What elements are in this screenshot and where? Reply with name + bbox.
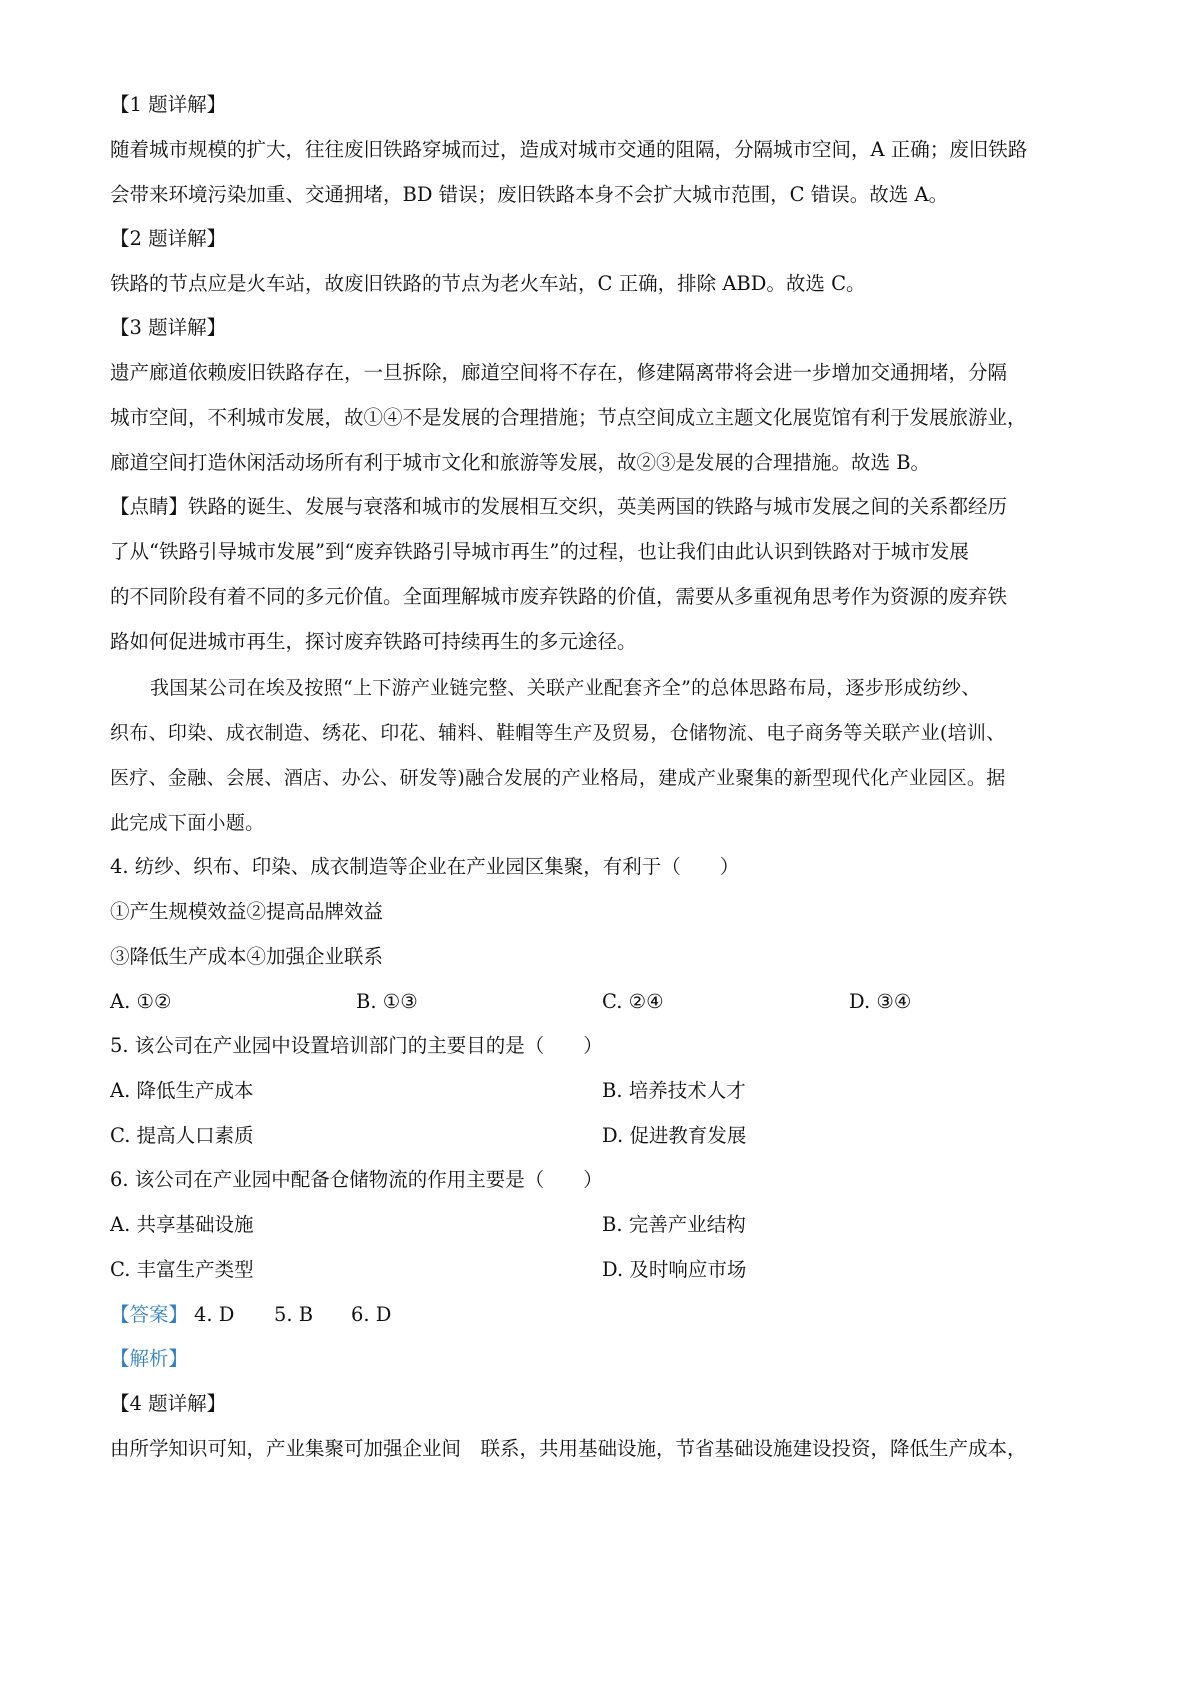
q3-detail-line: 城市空间，不利城市发展，故①④不是发展的合理措施；节点空间成立主题文化展览馆有利于发展旅游业， xyxy=(110,406,1027,429)
answer-label: 【答案】 xyxy=(110,1303,189,1326)
q6-option-b: B. 完善产业结构 xyxy=(602,1213,746,1236)
q3-detail-line: 廊道空间打造休闲活动场所有利于城市文化和旅游等发展，故②③是发展的合理措施。故选 B。 xyxy=(110,451,931,474)
q6-option-a: A. 共享基础设施 xyxy=(110,1213,254,1236)
analysis-label: 【解析】 xyxy=(110,1347,189,1370)
q4-detail-line: 由所学知识可知，产业集聚可加强企业间 联系，共用基础设施，节省基础设施建设投资，降低生产成本， xyxy=(110,1437,1027,1460)
passage-line: 医疗、金融、会展、酒店、办公、研发等)融合发展的产业格局，建成产业聚集的新型现代化产业园区。据 xyxy=(110,767,1006,789)
q3-detail-line: 遗产廊道依赖废旧铁路存在，一旦拆除，廊道空间将不存在，修建隔离带将会进一步增加交通拥堵，分隔 xyxy=(110,361,1008,384)
q4-detail-heading: 【4 题详解】 xyxy=(110,1392,227,1415)
q6-option-d: D. 及时响应市场 xyxy=(602,1258,747,1281)
q5-option-b: B. 培养技术人才 xyxy=(602,1079,746,1102)
q6-option-c: C. 丰富生产类型 xyxy=(110,1258,254,1281)
tip-line: 的不同阶段有着不同的多元价值。全面理解城市废弃铁路的价值，需要从多重视角思考作为资源的废弃铁 xyxy=(110,585,1008,608)
question-4-statement: ③降低生产成本④加强企业联系 xyxy=(110,945,384,968)
question-4-stem: 4. 纺纱、织布、印染、成衣制造等企业在产业园区集聚，有利于（ ） xyxy=(110,855,740,878)
q5-option-a: A. 降低生产成本 xyxy=(110,1079,254,1102)
q4-option-a: A. ①② xyxy=(110,990,172,1013)
question-6-stem: 6. 该公司在产业园中配备仓储物流的作用主要是（ ） xyxy=(110,1168,603,1191)
passage-line: 此完成下面小题。 xyxy=(110,812,265,834)
q4-option-b: B. ①③ xyxy=(356,990,418,1013)
tip-line: 【点睛】铁路的诞生、发展与衰落和城市的发展相互交织，英美两国的铁路与城市发展之间的关系都经历 xyxy=(110,495,1008,518)
tip-line: 路如何促进城市再生，探讨废弃铁路可持续再生的多元途径。 xyxy=(110,630,637,653)
q1-detail-line: 会带来环境污染加重、交通拥堵，BD 错误；废旧铁路本身不会扩大城市范围，C 错误。故选 A。 xyxy=(110,183,949,206)
q1-detail-line: 随着城市规模的扩大，往往废旧铁路穿城而过，造成对城市交通的阻隔，分隔城市空间，A 正确；废旧铁路 xyxy=(110,138,1028,161)
passage-line: 我国某公司在埃及按照“上下游产业链完整、关联产业配套齐全”的总体思路布局，逐步形成纺纱、 xyxy=(150,677,981,699)
q5-option-d: D. 促进教育发展 xyxy=(602,1124,747,1147)
q4-option-d: D. ③④ xyxy=(849,990,912,1013)
answer-5: 5. B xyxy=(274,1303,314,1326)
q2-detail-line: 铁路的节点应是火车站，故废旧铁路的节点为老火车站，C 正确，排除 ABD。故选 C。 xyxy=(110,272,866,295)
answer-4: 4. D xyxy=(194,1303,235,1326)
q1-detail-heading: 【1 题详解】 xyxy=(110,93,227,116)
tip-line: 了从“铁路引导城市发展”到“废弃铁路引导城市再生”的过程，也让我们由此认识到铁路对于城市发展 xyxy=(110,540,969,563)
answer-6: 6. D xyxy=(351,1303,392,1326)
q5-option-c: C. 提高人口素质 xyxy=(110,1124,254,1147)
q4-option-c: C. ②④ xyxy=(602,990,664,1013)
question-5-stem: 5. 该公司在产业园中设置培训部门的主要目的是（ ） xyxy=(110,1034,603,1057)
q3-detail-heading: 【3 题详解】 xyxy=(110,316,227,339)
question-4-statement: ①产生规模效益②提高品牌效益 xyxy=(110,900,384,923)
q2-detail-heading: 【2 题详解】 xyxy=(110,227,227,250)
passage-line: 织布、印染、成衣制造、绣花、印花、辅料、鞋帽等生产及贸易，仓储物流、电子商务等关联产业(培训、 xyxy=(110,722,1006,744)
